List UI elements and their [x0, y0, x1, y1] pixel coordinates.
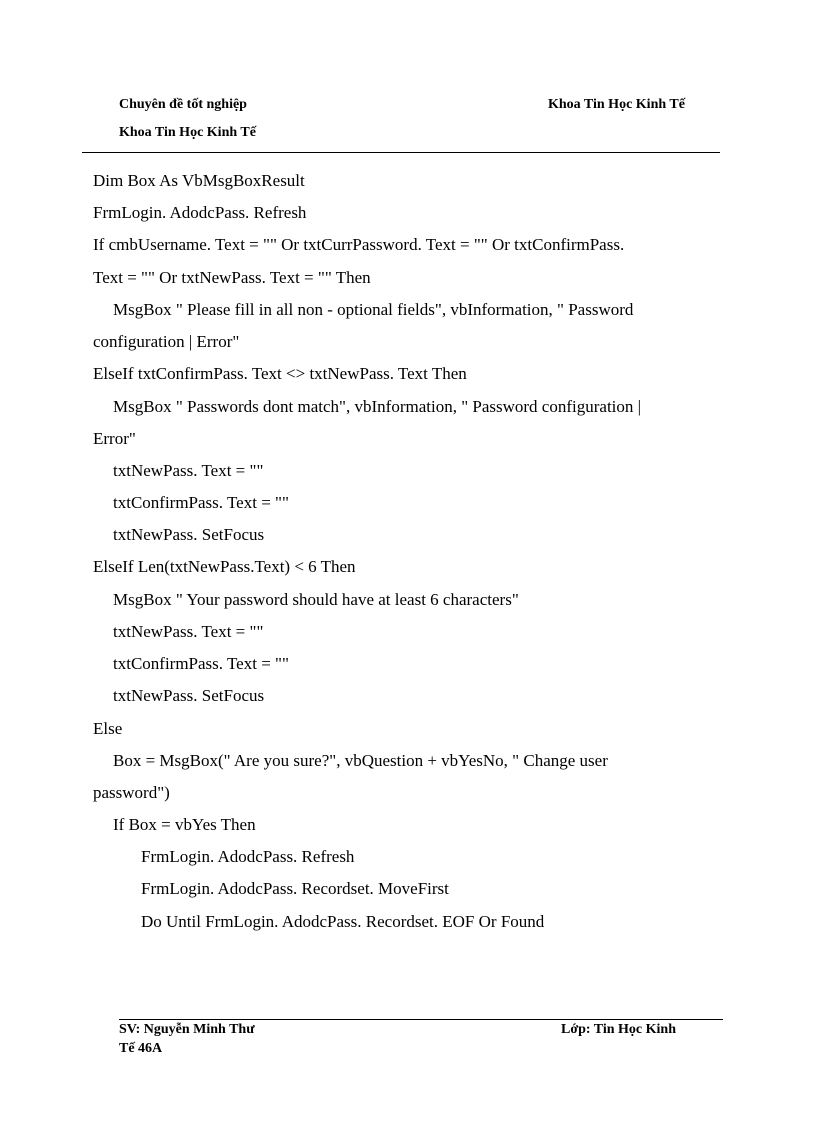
header-left-subtitle: Khoa Tin Học Kinh Tế	[119, 125, 256, 140]
code-line: txtNewPass. SetFocus	[113, 686, 265, 705]
code-line: Do Until FrmLogin. AdodcPass. Recordset. EOF Or Found	[141, 912, 545, 931]
code-line: Else	[93, 719, 123, 738]
code-line: Box = MsgBox(" Are you sure?", vbQuestion + vbYesNo, " Change user	[113, 751, 608, 770]
footer-student-name: SV: Nguyễn Minh Thư	[119, 1022, 255, 1037]
code-line: FrmLogin. AdodcPass. Refresh	[93, 203, 307, 222]
code-line: MsgBox " Passwords dont match", vbInformation, " Password configuration |	[113, 397, 642, 416]
code-line: ElseIf txtConfirmPass. Text <> txtNewPass. Text Then	[93, 364, 467, 383]
code-line: txtConfirmPass. Text = ""	[113, 493, 289, 512]
code-line: ElseIf Len(txtNewPass.Text) < 6 Then	[93, 557, 356, 576]
code-line: txtNewPass. Text = ""	[113, 461, 264, 480]
code-line: FrmLogin. AdodcPass. Refresh	[141, 847, 355, 866]
code-line: If Box = vbYes Then	[113, 815, 256, 834]
footer-divider	[119, 1019, 723, 1020]
code-line: txtConfirmPass. Text = ""	[113, 654, 289, 673]
code-line: MsgBox " Your password should have at least 6 characters"	[113, 590, 519, 609]
code-line: Dim Box As VbMsgBoxResult	[93, 171, 305, 190]
header-right-title: Khoa Tin Học Kinh Tế	[548, 97, 685, 112]
code-line: If cmbUsername. Text = "" Or txtCurrPassword. Text = "" Or txtConfirmPass.	[93, 235, 625, 254]
code-line: txtNewPass. Text = ""	[113, 622, 264, 641]
code-line: txtNewPass. SetFocus	[113, 525, 265, 544]
header-left-title: Chuyên đề tốt nghiệp	[119, 97, 247, 112]
code-line: configuration | Error"	[93, 332, 240, 351]
code-line: MsgBox " Please fill in all non - optional fields", vbInformation, " Password	[113, 300, 634, 319]
footer-class-continued: Tế 46A	[119, 1041, 163, 1056]
code-line: password")	[93, 783, 170, 802]
code-line: FrmLogin. AdodcPass. Recordset. MoveFirst	[141, 879, 449, 898]
code-line: Text = "" Or txtNewPass. Text = "" Then	[93, 268, 371, 287]
header-divider	[82, 152, 720, 153]
code-line: Error"	[93, 429, 136, 448]
footer-class: Lớp: Tin Học Kinh	[561, 1022, 677, 1037]
